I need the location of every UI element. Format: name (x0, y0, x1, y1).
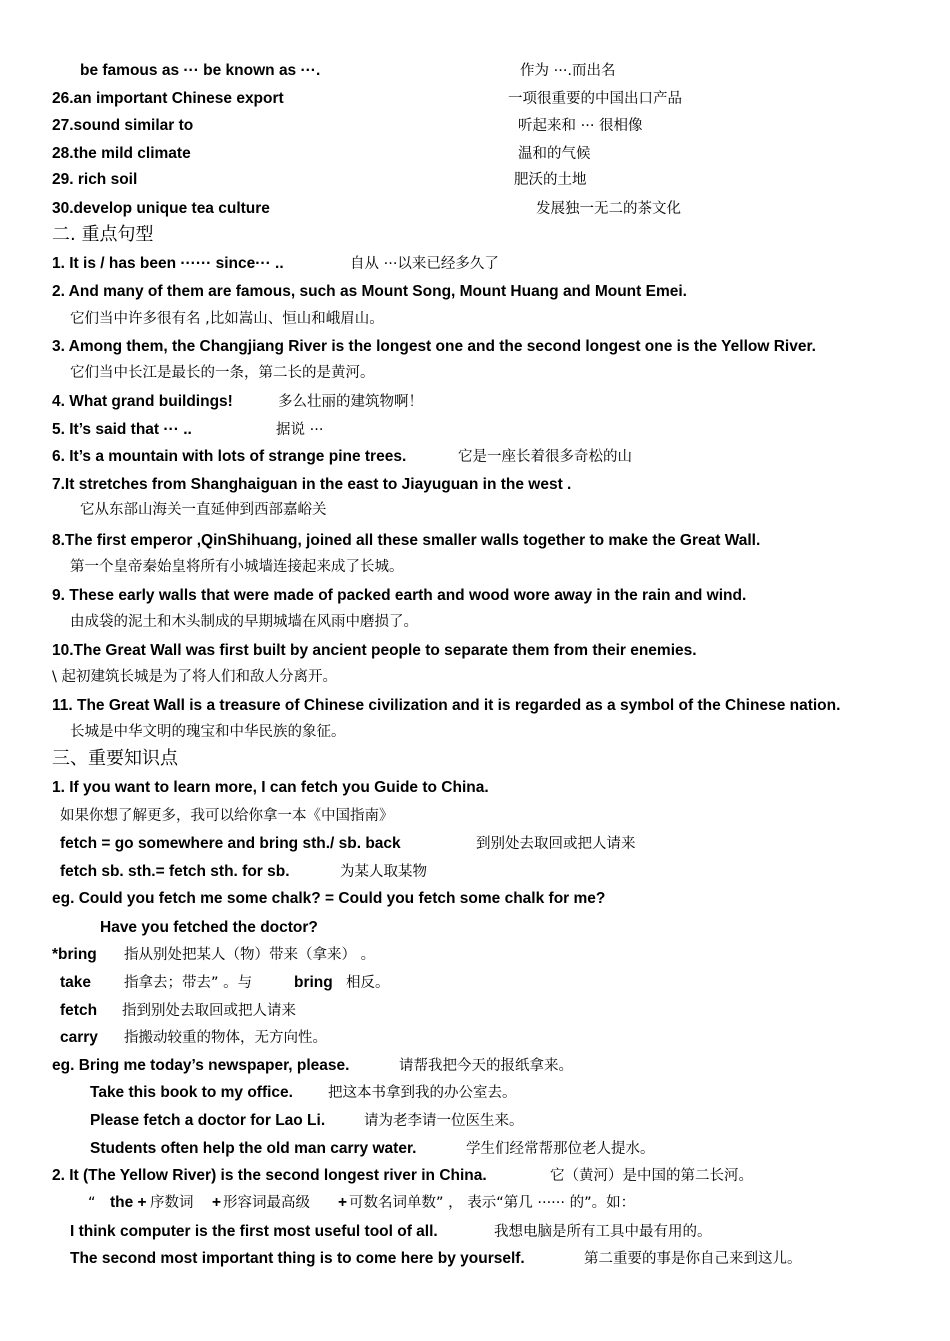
section-3-title: 三、重要知识点 (52, 748, 178, 769)
translation-row (0, 497, 950, 523)
vocab-english: 28.the mild climate (52, 145, 191, 162)
grammar-rule-row (0, 1190, 950, 1216)
sentence-row (0, 775, 950, 801)
sentence-chinese: 第一个皇帝秦始皇将所有小城墙连接起来成了长城。 (70, 559, 404, 575)
vocab-english: be famous as ··· be known as ···. (80, 62, 321, 79)
word-bring-ref: bring (294, 974, 333, 991)
vocab-chinese: 听起来和 ··· 很相像 (518, 118, 643, 134)
word-usage-row (0, 1025, 950, 1051)
vocab-chinese: 温和的气候 (518, 146, 591, 162)
example-english: Have you fetched the doctor? (100, 919, 318, 936)
sentence-row (0, 472, 950, 498)
sentence-row (0, 389, 950, 415)
example-row (0, 1219, 950, 1245)
vocab-row (0, 86, 950, 112)
word-take: take (60, 974, 92, 991)
rule-plus-1: + (212, 1194, 222, 1211)
translation-row (0, 554, 950, 580)
sentence-chinese: 据说 ··· (276, 422, 324, 438)
rule-plus-2: + (338, 1194, 348, 1211)
sentence-chinese: 它是一座长着很多奇松的山 (458, 449, 632, 465)
sentence-row (0, 417, 950, 443)
usage-chinese: 为某人取某物 (340, 864, 427, 880)
example-chinese: 第二重要的事是你自己来到这儿。 (584, 1251, 802, 1267)
example-english: eg. Could you fetch me some chalk? = Could you fetch some chalk for me? (52, 890, 606, 907)
word-take-meaning: 指拿去；带去” 。与 (124, 975, 253, 991)
example-chinese: 学生们经常帮那位老人提水。 (466, 1141, 655, 1157)
sentence-english: 7.It stretches from Shanghaiguan in the east to Jiayuguan in the west . (52, 476, 572, 493)
section-heading (0, 746, 950, 772)
sentence-english: 5. It’s said that ··· .. (52, 421, 192, 438)
sentence-row (0, 693, 950, 719)
example-chinese: 请为老李请一位医生来。 (364, 1113, 524, 1129)
translation-row (0, 803, 950, 829)
section-2-title: 二. 重点句型 (52, 224, 154, 245)
usage-row (0, 831, 950, 857)
word-fetch: fetch (60, 1002, 98, 1019)
translation-row (0, 306, 950, 332)
word-usage-row (0, 998, 950, 1024)
sentence-english: 2. It (The Yellow River) is the second longest river in China. (52, 1167, 487, 1184)
word-carry: carry (60, 1029, 98, 1046)
translation-row (0, 719, 950, 745)
vocab-row (0, 141, 950, 167)
sentence-chinese: 它从东部山海关一直延伸到西部嘉峪关 (80, 502, 327, 518)
sentence-chinese: 它们当中长江是最长的一条，第二长的是黄河。 (70, 365, 375, 381)
sentence-chinese: 如果你想了解更多，我可以给你拿一本《中国指南》 (60, 808, 394, 824)
vocab-english: 29. rich soil (52, 171, 138, 188)
sentence-chinese: 多么壮丽的建筑物啊！ (278, 394, 423, 410)
translation-row (0, 360, 950, 386)
sentence-english: 4. What grand buildings! (52, 393, 233, 410)
example-row (0, 1246, 950, 1272)
example-english: Students often help the old man carry water. (90, 1140, 417, 1157)
sentence-english: 9. These early walls that were made of packed earth and wood wore away in the rain and wind. (52, 587, 747, 604)
sentence-row (0, 251, 950, 277)
vocab-chinese: 发展独一无二的茶文化 (536, 201, 681, 217)
word-carry-meaning: 指搬动较重的物体，无方向性。 (124, 1030, 327, 1046)
vocab-row (0, 58, 950, 84)
rule-countable-noun: 可数名词单数” ， 表示“第几 ······ 的”。如： (349, 1195, 636, 1211)
vocab-english: 30.develop unique tea culture (52, 200, 270, 217)
vocab-row (0, 167, 950, 193)
word-bring-meaning: 指从别处把某人（物）带来（拿来） 。 (124, 947, 376, 963)
word-take-meaning-end: 相反。 (346, 975, 390, 991)
sentence-english: 1. If you want to learn more, I can fetch you Guide to China. (52, 779, 489, 796)
example-row (0, 1136, 950, 1162)
example-chinese: 请帮我把今天的报纸拿来。 (399, 1058, 573, 1074)
usage-row (0, 859, 950, 885)
example-english: I think computer is the first most useful tool of all. (70, 1223, 438, 1240)
rule-open-quote: “ (88, 1195, 96, 1211)
translation-row (0, 609, 950, 635)
rule-the: the + (110, 1194, 147, 1211)
example-english: Take this book to my office. (90, 1084, 293, 1101)
example-english: eg. Bring me today’s newspaper, please. (52, 1057, 350, 1074)
word-bring: *bring (52, 946, 97, 963)
rule-ordinal: 序数词 (150, 1195, 194, 1211)
sentence-row (0, 583, 950, 609)
sentence-chinese: 由成袋的泥土和木头制成的早期城墙在风雨中磨损了。 (70, 614, 418, 630)
sentence-chinese: \ 起初建筑长城是为了将人们和敌人分离开。 (52, 669, 337, 685)
sentence-row (0, 279, 950, 305)
rule-superlative: 形容词最高级 (223, 1195, 310, 1211)
usage-chinese: 到别处去取回或把人请来 (476, 836, 636, 852)
word-usage-row (0, 942, 950, 968)
sentence-english: 1. It is / has been ······ since··· .. (52, 255, 284, 272)
sentence-row (0, 444, 950, 470)
word-usage-row (0, 970, 950, 996)
vocab-chinese: 一项很重要的中国出口产品 (508, 91, 682, 107)
example-english: Please fetch a doctor for Lao Li. (90, 1112, 326, 1129)
example-row (0, 886, 950, 912)
vocab-chinese: 肥沃的土地 (514, 172, 587, 188)
sentence-english: 10.The Great Wall was first built by ancient people to separate them from their enemies. (52, 642, 697, 659)
vocab-english: 27.sound similar to (52, 117, 194, 134)
vocab-english: 26.an important Chinese export (52, 90, 284, 107)
example-row (0, 1080, 950, 1106)
example-row (0, 1053, 950, 1079)
example-chinese: 把这本书拿到我的办公室去。 (328, 1085, 517, 1101)
sentence-chinese: 它们当中许多很有名 ,比如嵩山、恒山和峨眉山。 (70, 311, 384, 327)
sentence-row (0, 1163, 950, 1189)
sentence-english: 3. Among them, the Changjiang River is the longest one and the second longest one is the Yellow River. (52, 338, 816, 355)
sentence-chinese: 它（黄河）是中国的第二长河。 (550, 1168, 753, 1184)
sentence-row (0, 638, 950, 664)
section-heading (0, 222, 950, 248)
usage-english: fetch sb. sth.= fetch sth. for sb. (60, 863, 290, 880)
sentence-english: 8.The first emperor ,QinShihuang, joined all these smaller walls together to make the Great Wall. (52, 532, 761, 549)
vocab-chinese: 作为 ···.而出名 (520, 63, 616, 79)
example-row (0, 1108, 950, 1134)
vocab-row (0, 196, 950, 222)
sentence-english: 6. It’s a mountain with lots of strange pine trees. (52, 448, 407, 465)
example-english: The second most important thing is to come here by yourself. (70, 1250, 525, 1267)
sentence-chinese: 长城是中华文明的瑰宝和中华民族的象征。 (70, 724, 346, 740)
example-row (0, 915, 950, 941)
sentence-row (0, 528, 950, 554)
sentence-chinese: 自从 ···以来已经多久了 (350, 256, 499, 272)
vocab-row (0, 113, 950, 139)
translation-row (0, 664, 950, 690)
word-fetch-meaning: 指到别处去取回或把人请来 (122, 1003, 296, 1019)
usage-english: fetch = go somewhere and bring sth./ sb. back (60, 835, 401, 852)
sentence-english: 2. And many of them are famous, such as Mount Song, Mount Huang and Mount Emei. (52, 283, 687, 300)
sentence-english: 11. The Great Wall is a treasure of Chinese civilization and it is regarded as a symbol of the Chinese nation. (52, 697, 841, 714)
sentence-row (0, 334, 950, 360)
example-chinese: 我想电脑是所有工具中最有用的。 (494, 1224, 712, 1240)
